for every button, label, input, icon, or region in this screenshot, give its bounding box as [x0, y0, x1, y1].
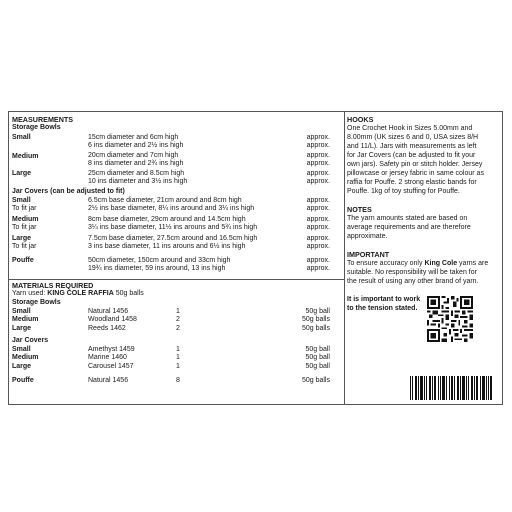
materials-row-qty: 2	[176, 316, 180, 323]
barcode-icon	[410, 376, 492, 400]
materials-row-unit: 50g ball	[305, 308, 330, 315]
hooks-text-line: pillowcase or jersey fabric in same colour as	[347, 170, 484, 177]
materials-row-colour: Woodland 1458	[88, 316, 137, 323]
approx-label: approx.	[306, 235, 330, 242]
jar-large-label: Large	[12, 235, 32, 242]
materials-row-colour: Marine 1460	[88, 354, 127, 361]
materials-row-colour: Amethyst 1459	[88, 346, 135, 353]
storage-small-metric: 15cm diameter and 6cm high	[88, 134, 179, 141]
approx-label: approx.	[306, 197, 330, 204]
yarn-used-prefix: Yarn used:	[12, 290, 48, 297]
hooks-text-line: and 11/L). Jars with measurements as left	[347, 143, 477, 150]
hooks-heading: HOOKS	[347, 115, 374, 124]
approx-label: approx.	[306, 257, 330, 264]
jar-medium-label: Medium	[12, 216, 39, 223]
jar-large-metric: 7.5cm base diameter, 27.5cm around and 16.5cm high	[88, 235, 258, 242]
jar-medium-fit-label: To fit jar	[12, 224, 37, 231]
storage-medium-imperial: 8 ins diameter and 2¾ ins high	[88, 160, 184, 167]
materials-row-size: Medium	[12, 354, 39, 361]
pouffe-label: Pouffe	[12, 257, 34, 264]
materials-row-qty: 1	[176, 346, 180, 353]
materials-heading: MATERIALS REQUIRED	[12, 281, 94, 290]
approx-label: approx.	[306, 243, 330, 250]
materials-row-unit: 50g balls	[301, 377, 330, 384]
jar-large-imperial: 3 ins base diameter, 11 ins arouns and 6½ ins high	[88, 243, 246, 250]
approx-label: approx.	[306, 134, 330, 141]
storage-bowls-heading: Storage Bowls	[12, 124, 61, 131]
storage-small-imperial: 6 ins diameter and 2½ ins high	[88, 142, 184, 149]
materials-row-unit: 50g ball	[305, 354, 330, 361]
storage-large-metric: 25cm diameter and 8.5cm high	[88, 170, 185, 177]
approx-label: approx.	[306, 205, 330, 212]
storage-small-label: Small	[12, 134, 31, 141]
hooks-text-line: Pouffe. 1kg of toy stuffing for Pouffe.	[347, 188, 460, 195]
approx-label: approx.	[306, 178, 330, 185]
pouffe-metric: 50cm diameter, 150cm around and 33cm high	[88, 257, 231, 264]
measurements-heading: MEASUREMENTS	[12, 115, 74, 124]
materials-row-size: Large	[12, 363, 32, 370]
approx-label: approx.	[306, 216, 330, 223]
approx-label: approx.	[306, 265, 330, 272]
jar-small-fit-label: To fit jar	[12, 205, 37, 212]
column-divider	[344, 112, 345, 404]
materials-row-colour: Natural 1456	[88, 377, 129, 384]
jar-covers-heading: Jar Covers (can be adjusted to fit)	[12, 188, 125, 195]
hooks-text-line: for Jar Covers (can be adjusted to fit your	[347, 152, 476, 159]
important-heading: IMPORTANT	[347, 250, 390, 259]
notes-text-line: average requirements and are therefore	[347, 224, 471, 231]
storage-large-label: Large	[12, 170, 32, 177]
important-text-line: the result of using any other brand of yarn.	[347, 278, 479, 285]
materials-row-unit: 50g ball	[305, 363, 330, 370]
materials-row-unit: 50g balls	[301, 325, 330, 332]
jar-medium-imperial: 3¼ ins base diameter, 11½ ins arouns and 5¾ ins high	[88, 224, 258, 231]
important-prefix: To ensure accuracy only	[347, 260, 425, 267]
yarn-name: KING COLE RAFFIA	[47, 290, 114, 297]
materials-row-size: Large	[12, 325, 32, 332]
approx-label: approx.	[306, 170, 330, 177]
materials-row-colour: Reeds 1462	[88, 325, 126, 332]
pouffe-imperial: 19¾ ins diameter, 59 ins around, 13 ins high	[88, 265, 226, 272]
important-text-line: suitable. No responsibility will be taken for	[347, 269, 477, 276]
materials-row-size: Pouffe	[12, 377, 34, 384]
hooks-text-line: own jars). Safety pin or stitch holder. Jersey	[347, 161, 483, 168]
jar-small-metric: 6.5cm base diameter, 21cm around and 8cm high	[88, 197, 242, 204]
hooks-text-line: raffia for Pouffe. 2 strong elastic bands for	[347, 179, 477, 186]
tension-note-line: It is important to work	[347, 296, 421, 303]
qr-code-icon[interactable]	[427, 296, 473, 342]
storage-medium-metric: 20cm diameter and 7cm high	[88, 152, 179, 159]
materials-row-unit: 50g ball	[305, 346, 330, 353]
important-text-line	[347, 260, 488, 268]
materials-row-size: Small	[12, 308, 31, 315]
storage-large-imperial: 10 ins diameter and 3½ ins high	[88, 178, 188, 185]
approx-label: approx.	[306, 224, 330, 231]
section-divider	[9, 279, 344, 280]
hooks-text-line: One Crochet Hook in Sizes 5.00mm and	[347, 125, 473, 132]
materials-row-size: Medium	[12, 316, 39, 323]
materials-row-colour: Natural 1456	[88, 308, 129, 315]
brand-name: King Cole	[424, 260, 458, 267]
materials-row-qty: 8	[176, 377, 180, 384]
materials-row-size: Small	[12, 346, 31, 353]
materials-jar-heading: Jar Covers	[12, 337, 49, 344]
tension-note-line: to the tension stated.	[347, 305, 418, 312]
jar-medium-metric: 8cm base diameter, 29cm around and 14.5cm high	[88, 216, 246, 223]
materials-row-qty: 1	[176, 363, 180, 370]
jar-small-label: Small	[12, 197, 31, 204]
yarn-used-line	[12, 290, 144, 298]
materials-row-qty: 1	[176, 354, 180, 361]
materials-storage-heading: Storage Bowls	[12, 299, 61, 306]
materials-row-colour: Carousel 1457	[88, 363, 134, 370]
approx-label: approx.	[306, 152, 330, 159]
storage-medium-label: Medium	[12, 153, 39, 160]
materials-row-qty: 2	[176, 325, 180, 332]
notes-text-line: approximate.	[347, 233, 388, 240]
jar-large-fit-label: To fit jar	[12, 243, 37, 250]
important-suffix: yarns are	[457, 260, 489, 267]
approx-label: approx.	[306, 160, 330, 167]
materials-row-unit: 50g balls	[301, 316, 330, 323]
notes-text-line: The yarn amounts stated are based on	[347, 215, 468, 222]
yarn-used-suffix: 50g balls	[113, 290, 144, 297]
materials-row-qty: 1	[176, 308, 180, 315]
hooks-text-line: 8.00mm (UK sizes 6 and 0, USA sizes 8/H	[347, 134, 479, 141]
jar-small-imperial: 2½ ins base diameter, 8¼ ins around and 3¼ ins high	[88, 205, 255, 212]
approx-label: approx.	[306, 142, 330, 149]
notes-heading: NOTES	[347, 205, 372, 214]
